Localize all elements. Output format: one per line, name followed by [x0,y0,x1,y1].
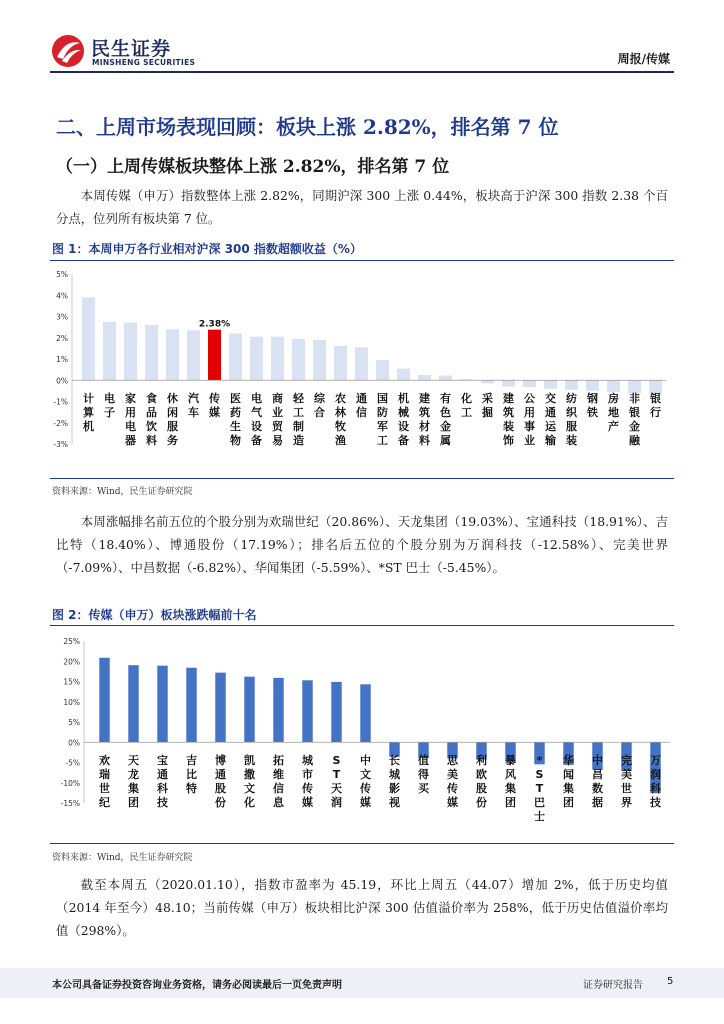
fig1-bar [292,339,305,380]
logo-english: MINSHENG SECURITIES [92,58,196,67]
fig1-bar [82,297,95,380]
fig2-category-label: 中昌数据 [592,754,603,809]
fig1-category-label: 汽车 [188,392,199,419]
fig1-category-label: 传媒 [209,392,220,419]
fig1-category-label: 有色金属 [440,392,451,447]
fig1-category-label: 综合 [314,392,325,419]
fig2-category-label: 长城影视 [389,754,400,809]
fig2-y-tick: 20% [63,657,80,667]
fig1-y-tick: 2% [56,333,68,343]
fig2-category-label: 城市传媒 [302,754,313,809]
minsheng-logo-icon [50,33,86,69]
fig2-category-label: 思美传媒 [447,754,458,809]
fig1-category-label: 家用电器 [125,392,136,447]
fig2-bar [302,680,312,742]
fig2-category-label: 万润科技 [650,754,661,809]
media-top-movers-chart [50,627,674,841]
fig1-category-label: 钢铁 [587,392,598,419]
fig1-category-label: 建筑装饰 [503,392,514,447]
fig1-y-tick: -1% [53,397,68,407]
fig2-bar [157,666,167,743]
fig1-bar [313,340,326,380]
fig2-bar [128,665,138,742]
fig2-category-label: 欢瑞世纪 [99,754,110,809]
fig1-y-tick: 5% [56,270,68,279]
fig1-y-tick: -3% [53,440,68,449]
fig1-category-label: 纺织服装 [566,392,577,447]
fig2-y-tick: -10% [60,778,80,788]
fig2-bar [244,677,254,743]
fig1-y-tick: 3% [56,312,68,322]
fig2-y-tick: 15% [63,677,80,687]
footer-report-type: 证券研究报告 [583,980,643,991]
fig1-category-label: 公用事业 [524,392,535,447]
logo-chinese: 民生证券 [91,38,172,60]
figure2-bottom-rule [50,843,674,844]
fig2-category-label: 华闻集团 [563,754,574,809]
fig1-y-tick: 1% [56,355,68,364]
footer-disclaimer: 本公司具备证券投资咨询业务资格，请务必阅读最后一页免责声明 [52,980,342,991]
fig1-bar [229,334,242,381]
fig1-category-label: 农林牧渔 [335,392,346,447]
fig1-category-label: 通信 [356,392,367,419]
fig1-bar [124,322,137,380]
subsection-title: （一）上周传媒板块整体上涨 2.82%，排名第 7 位 [56,157,450,177]
fig2-category-label: 完美世界 [621,754,632,809]
industry-excess-return-chart [50,262,674,476]
fig2-category-label: 利欧股份 [476,754,487,809]
fig2-bar [215,673,225,743]
fig2-bar [273,678,283,742]
fig2-category-label: 吉比特 [186,754,197,795]
fig1-category-label: 采掘 [482,392,493,419]
fig1-bar [334,346,347,380]
fig1-bar [439,376,452,381]
fig1-category-label: 轻工制造 [293,392,304,447]
fig2-y-tick: 25% [63,637,80,646]
fig2-category-label: * S T 巴士 [534,754,545,823]
fig2-y-tick: -5% [65,758,80,768]
fig1-bar [397,369,410,381]
fig1-bar [376,360,389,380]
fig1-data-label: 2.38% [198,319,231,330]
figure2-source: 资料来源：Wind，民生证券研究院 [52,853,193,863]
fig1-category-label: 计算机 [83,392,94,433]
fig1-bar [481,380,494,383]
fig2-bar [331,682,341,742]
fig2-category-label: 中文传媒 [360,754,371,809]
fig1-bar [103,322,116,380]
header-divider [50,71,674,73]
fig1-bar [355,347,368,380]
fig2-category-label: 博通股份 [215,754,226,809]
fig1-bar [187,330,200,380]
fig1-category-label: 非银金融 [629,392,640,447]
fig1-category-label: 房地产 [608,392,619,433]
figure2-title: 图 2：传媒（申万）板块涨跌幅前十名 [52,608,257,622]
valuation-paragraph: 截至本周五（2020.01.10），指数市盈率为 45.19，环比上周五（44.07）增加 2%，低于历史均值（2014 年至今）48.10；当前传媒（申万）板块相比沪深 300 估值溢价率为 258%，低于历史估值溢价率均值（298%）。 [56,877,668,938]
fig1-y-tick: 0% [56,376,68,386]
fig1-category-label: 机械设备 [398,392,409,447]
fig1-category-label: 国防军工 [377,392,388,447]
fig1-bar [271,337,284,381]
fig1-bar [565,380,578,390]
figure1-title: 图 1：本周申万各行业相对沪深 300 指数超额收益（%） [52,242,362,256]
fig2-category-label: 凯撒文化 [244,754,255,809]
fig2-category-label: 宝通科技 [157,754,168,809]
fig1-category-label: 建筑材料 [419,392,430,447]
fig2-bar [99,658,109,742]
fig1-bar [586,380,599,391]
fig2-y-tick: -15% [60,799,80,808]
fig2-category-label: 拓维信息 [273,754,284,809]
summary-paragraph: 本周传媒（申万）指数整体上涨 2.82%，同期沪深 300 上涨 0.44%，板块高于沪深 300 指数 2.38 个百分点，位列所有板块第 7 位。 [56,188,668,226]
page-number: 5 [667,976,674,987]
figure1-source: 资料来源：Wind，民生证券研究院 [52,487,193,497]
fig1-bar [250,337,263,381]
figure1-top-rule [50,260,674,261]
page-header [0,0,724,72]
report-category: 周报/传媒 [617,52,670,66]
section-title: 二、上周市场表现回顾：板块上涨 2.82%，排名第 7 位 [56,115,559,139]
figure2-top-rule [50,625,674,626]
fig1-bar [418,375,431,380]
fig1-category-label: 电子 [104,392,115,419]
fig1-bar [502,380,515,386]
stock-movers-paragraph: 本周涨幅排名前五位的个股分别为欢瑞世纪（20.86%）、天龙集团（19.03%）、宝通科技（18.91%）、吉比特（18.40%）、博通股份（17.19%）；排名后五位的个股分别为万润科技（-12.58%）、完美世界（-7.09%）、中昌数据（-6.82%）、华闻集团（-5.59%）、*ST 巴士（-5.45%）。 [56,514,668,575]
fig1-y-tick: -2% [53,418,68,428]
fig2-y-tick: 0% [68,738,80,748]
fig1-bar [544,380,557,389]
fig1-bar [607,380,620,392]
fig1-bar [523,380,536,387]
fig1-category-label: 食品饮料 [146,392,157,447]
fig1-category-label: 休闲服务 [167,392,178,447]
figure1-bottom-rule [50,478,674,479]
fig1-category-label: 化工 [461,392,472,419]
fig2-bar [186,668,196,743]
fig1-category-label: 电气设备 [251,392,262,447]
fig1-category-label: 商业贸易 [272,392,283,447]
fig1-bar [166,329,179,380]
fig2-category-label: 天龙集团 [128,754,139,809]
fig1-y-tick: 4% [56,291,68,301]
fig1-bar [145,325,158,380]
fig2-category-label: 暴风集团 [505,754,516,809]
fig2-category-label: S T 天润 [331,754,342,809]
fig2-y-tick: 5% [68,718,80,727]
fig1-bar [208,330,221,381]
fig2-bar [360,684,370,742]
fig1-category-label: 医药生物 [230,392,241,447]
fig2-y-tick: 10% [63,697,80,707]
fig1-category-label: 交通运输 [545,392,556,447]
fig2-category-label: 值得买 [418,754,429,795]
fig1-category-label: 银行 [650,392,661,419]
